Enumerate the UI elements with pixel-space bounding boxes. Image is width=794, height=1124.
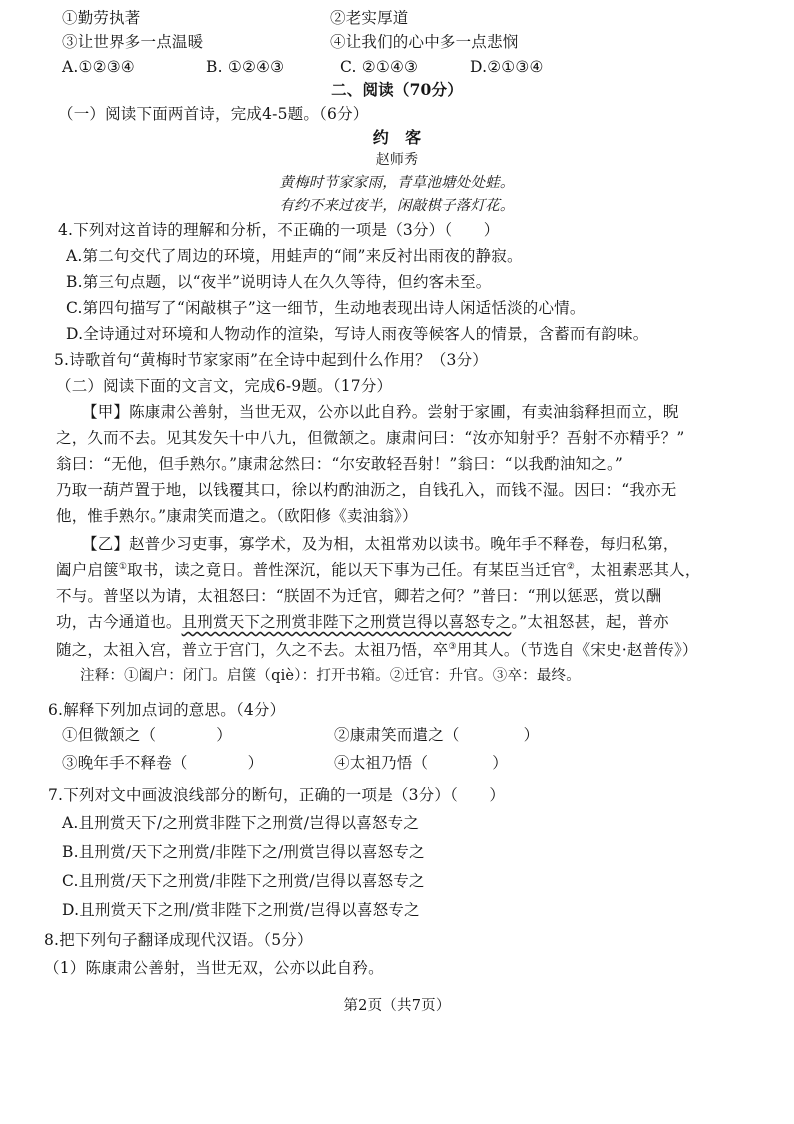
passage-jia-line-2: 之，久而不去。见其发矢十中八九，但微颔之。康肃问曰：“汝亦知射乎？吾射不亦精乎？” xyxy=(56,429,685,447)
paren-close: ） xyxy=(492,754,508,772)
q8-sentence-1: （1）陈康肃公善射，当世无双，公亦以此自矜。 xyxy=(44,959,384,977)
page-footer: 第2页（共7页） xyxy=(343,998,451,1014)
passage-yi-line-2 xyxy=(56,560,701,580)
choice-b: B. ①②④③ xyxy=(206,58,285,76)
footnote-mark: ① xyxy=(118,561,128,572)
option-2: ②老实厚道 xyxy=(330,9,409,27)
part1-intro: （一）阅读下面两首诗，完成4-5题。（6分） xyxy=(58,105,369,123)
yi-text: 随之，太祖入宫，普立于宫门，久之不去。太祖乃悟，卒 xyxy=(56,641,449,659)
q6-item-text: ④太祖乃悟（ xyxy=(334,754,429,772)
yi-text: 功，古今通道也。 xyxy=(56,613,182,631)
q6-item-3 xyxy=(62,753,263,773)
passage-yi-line-3: 不与。普坚以为请，太祖怒曰：“朕固不为迁官，卿若之何？”普曰：“刑以惩恶，赏以酬 xyxy=(56,587,662,605)
q4-option-a: A.第二句交代了周边的环境，用蛙声的“闹”来反衬出雨夜的静寂。 xyxy=(66,247,523,265)
annotation-note: 注释：①阖户：闭门。启箧（qiè）：打开书箱。②迁官：升官。③卒：最终。 xyxy=(80,668,581,684)
footnote-mark: ② xyxy=(566,561,575,572)
option-3: ③让世界多一点温暖 xyxy=(62,33,204,51)
q4-option-d: D.全诗通过对环境和人物动作的渲染，写诗人雨夜等候客人的情景，含蓄而有韵味。 xyxy=(66,325,649,343)
wavy-underlined-sentence: 且刑赏天下之刑赏非陛下之刑赏岂得以喜怒专之 xyxy=(181,613,512,631)
q6-item-2 xyxy=(334,725,539,745)
paren-close: ） xyxy=(247,754,264,772)
paren-close: ） xyxy=(523,726,540,744)
q7-option-c: C.且刑赏/天下之刑赏/非陛下之刑赏/岂得以喜怒专之 xyxy=(62,872,425,890)
q6-item-text: ②康肃笑而遣之（ xyxy=(334,726,460,744)
question-6: 6.解释下列加点词的意思。（4分） xyxy=(48,701,286,719)
poem-title: 约 客 xyxy=(372,128,422,147)
question-4: 4.下列对这首诗的理解和分析，不正确的一项是（3分）（ ） xyxy=(58,221,500,239)
q4-option-c: C.第四句描写了“闲敲棋子”这一细节，生动地表现出诗人闲适恬淡的心情。 xyxy=(66,299,586,317)
option-4: ④让我们的心中多一点悲悯 xyxy=(330,33,519,51)
choice-c: C. ②①④③ xyxy=(340,58,419,76)
poem-line-2: 有约不来过夜半，闲敲棋子落灯花。 xyxy=(279,198,515,214)
q7-option-b: B.且刑赏/天下之刑赏/非陛下之/刑赏岂得以喜怒专之 xyxy=(62,843,425,861)
q7-option-a: A.且刑赏天下/之刑赏非陛下之刑赏/岂得以喜怒专之 xyxy=(62,814,420,832)
question-5: 5.诗歌首句“黄梅时节家家雨”在全诗中起到什么作用？（3分） xyxy=(54,351,489,369)
yi-text: 用其人。（节选自《宋史·赵普传》） xyxy=(456,641,698,659)
question-7: 7.下列对文中画波浪线部分的断句，正确的一项是（3分）（ ） xyxy=(48,786,506,804)
yi-text: 取书，读之竟日。普性深沉，能以天下事为己任。有某臣当迁官 xyxy=(127,561,567,579)
footnote-mark: ③ xyxy=(448,641,457,652)
passage-jia-line-1: 【甲】陈康肃公善射，当世无双，公亦以此自矜。尝射于家圃，有卖油翁释担而立，睨 xyxy=(82,403,679,421)
yi-text: ，太祖素恶其人， xyxy=(574,561,701,579)
passage-jia-line-5: 他，惟手熟尔。”康肃笑而遣之。（欧阳修《卖油翁》） xyxy=(56,507,418,525)
passage-jia-line-4: 乃取一葫芦置于地，以钱覆其口，徐以杓酌油沥之，自钱孔入，而钱不湿。因曰：“我亦无 xyxy=(56,481,677,499)
q6-item-text: ③晚年手不释卷（ xyxy=(62,754,188,772)
choice-a: A.①②③④ xyxy=(62,58,135,76)
question-8: 8.把下列句子翻译成现代汉语。（5分） xyxy=(44,931,313,949)
passage-yi-line-4 xyxy=(56,612,669,632)
section-heading: 二、阅读（70分） xyxy=(331,80,463,99)
part2-intro: （二）阅读下面的文言文，完成6-9题。（17分） xyxy=(56,377,393,395)
passage-jia-line-3: 翁曰：“无他，但手熟尔。”康肃忿然曰：“尔安敢轻吾射！”翁曰：“以我酌油知之。” xyxy=(56,455,624,473)
q6-item-4 xyxy=(334,753,508,773)
yi-text: 。”太祖怒甚，起，普亦 xyxy=(511,613,669,631)
q6-item-text: ①但微颔之（ xyxy=(62,726,157,744)
q4-option-b: B.第三句点题，以“夜半”说明诗人在久久等待，但约客未至。 xyxy=(66,273,492,291)
option-1: ①勤劳执著 xyxy=(62,9,141,27)
yi-text: 阖户启箧 xyxy=(56,561,119,579)
poem-line-1: 黄梅时节家家雨，青草池塘处处蛙。 xyxy=(279,175,515,191)
passage-yi-line-1: 【乙】赵普少习吏事，寡学术，及为相，太祖常劝以读书。晚年手不释卷，每归私第， xyxy=(82,535,679,553)
paren-close: ） xyxy=(216,726,232,744)
choice-d: D.②①③④ xyxy=(470,58,544,76)
passage-yi-line-5 xyxy=(56,640,698,660)
q7-option-d: D.且刑赏天下之刑/赏非陛下之刑赏/岂得以喜怒专之 xyxy=(62,901,420,919)
poem-author: 赵师秀 xyxy=(375,152,419,168)
q6-item-1 xyxy=(62,725,232,745)
